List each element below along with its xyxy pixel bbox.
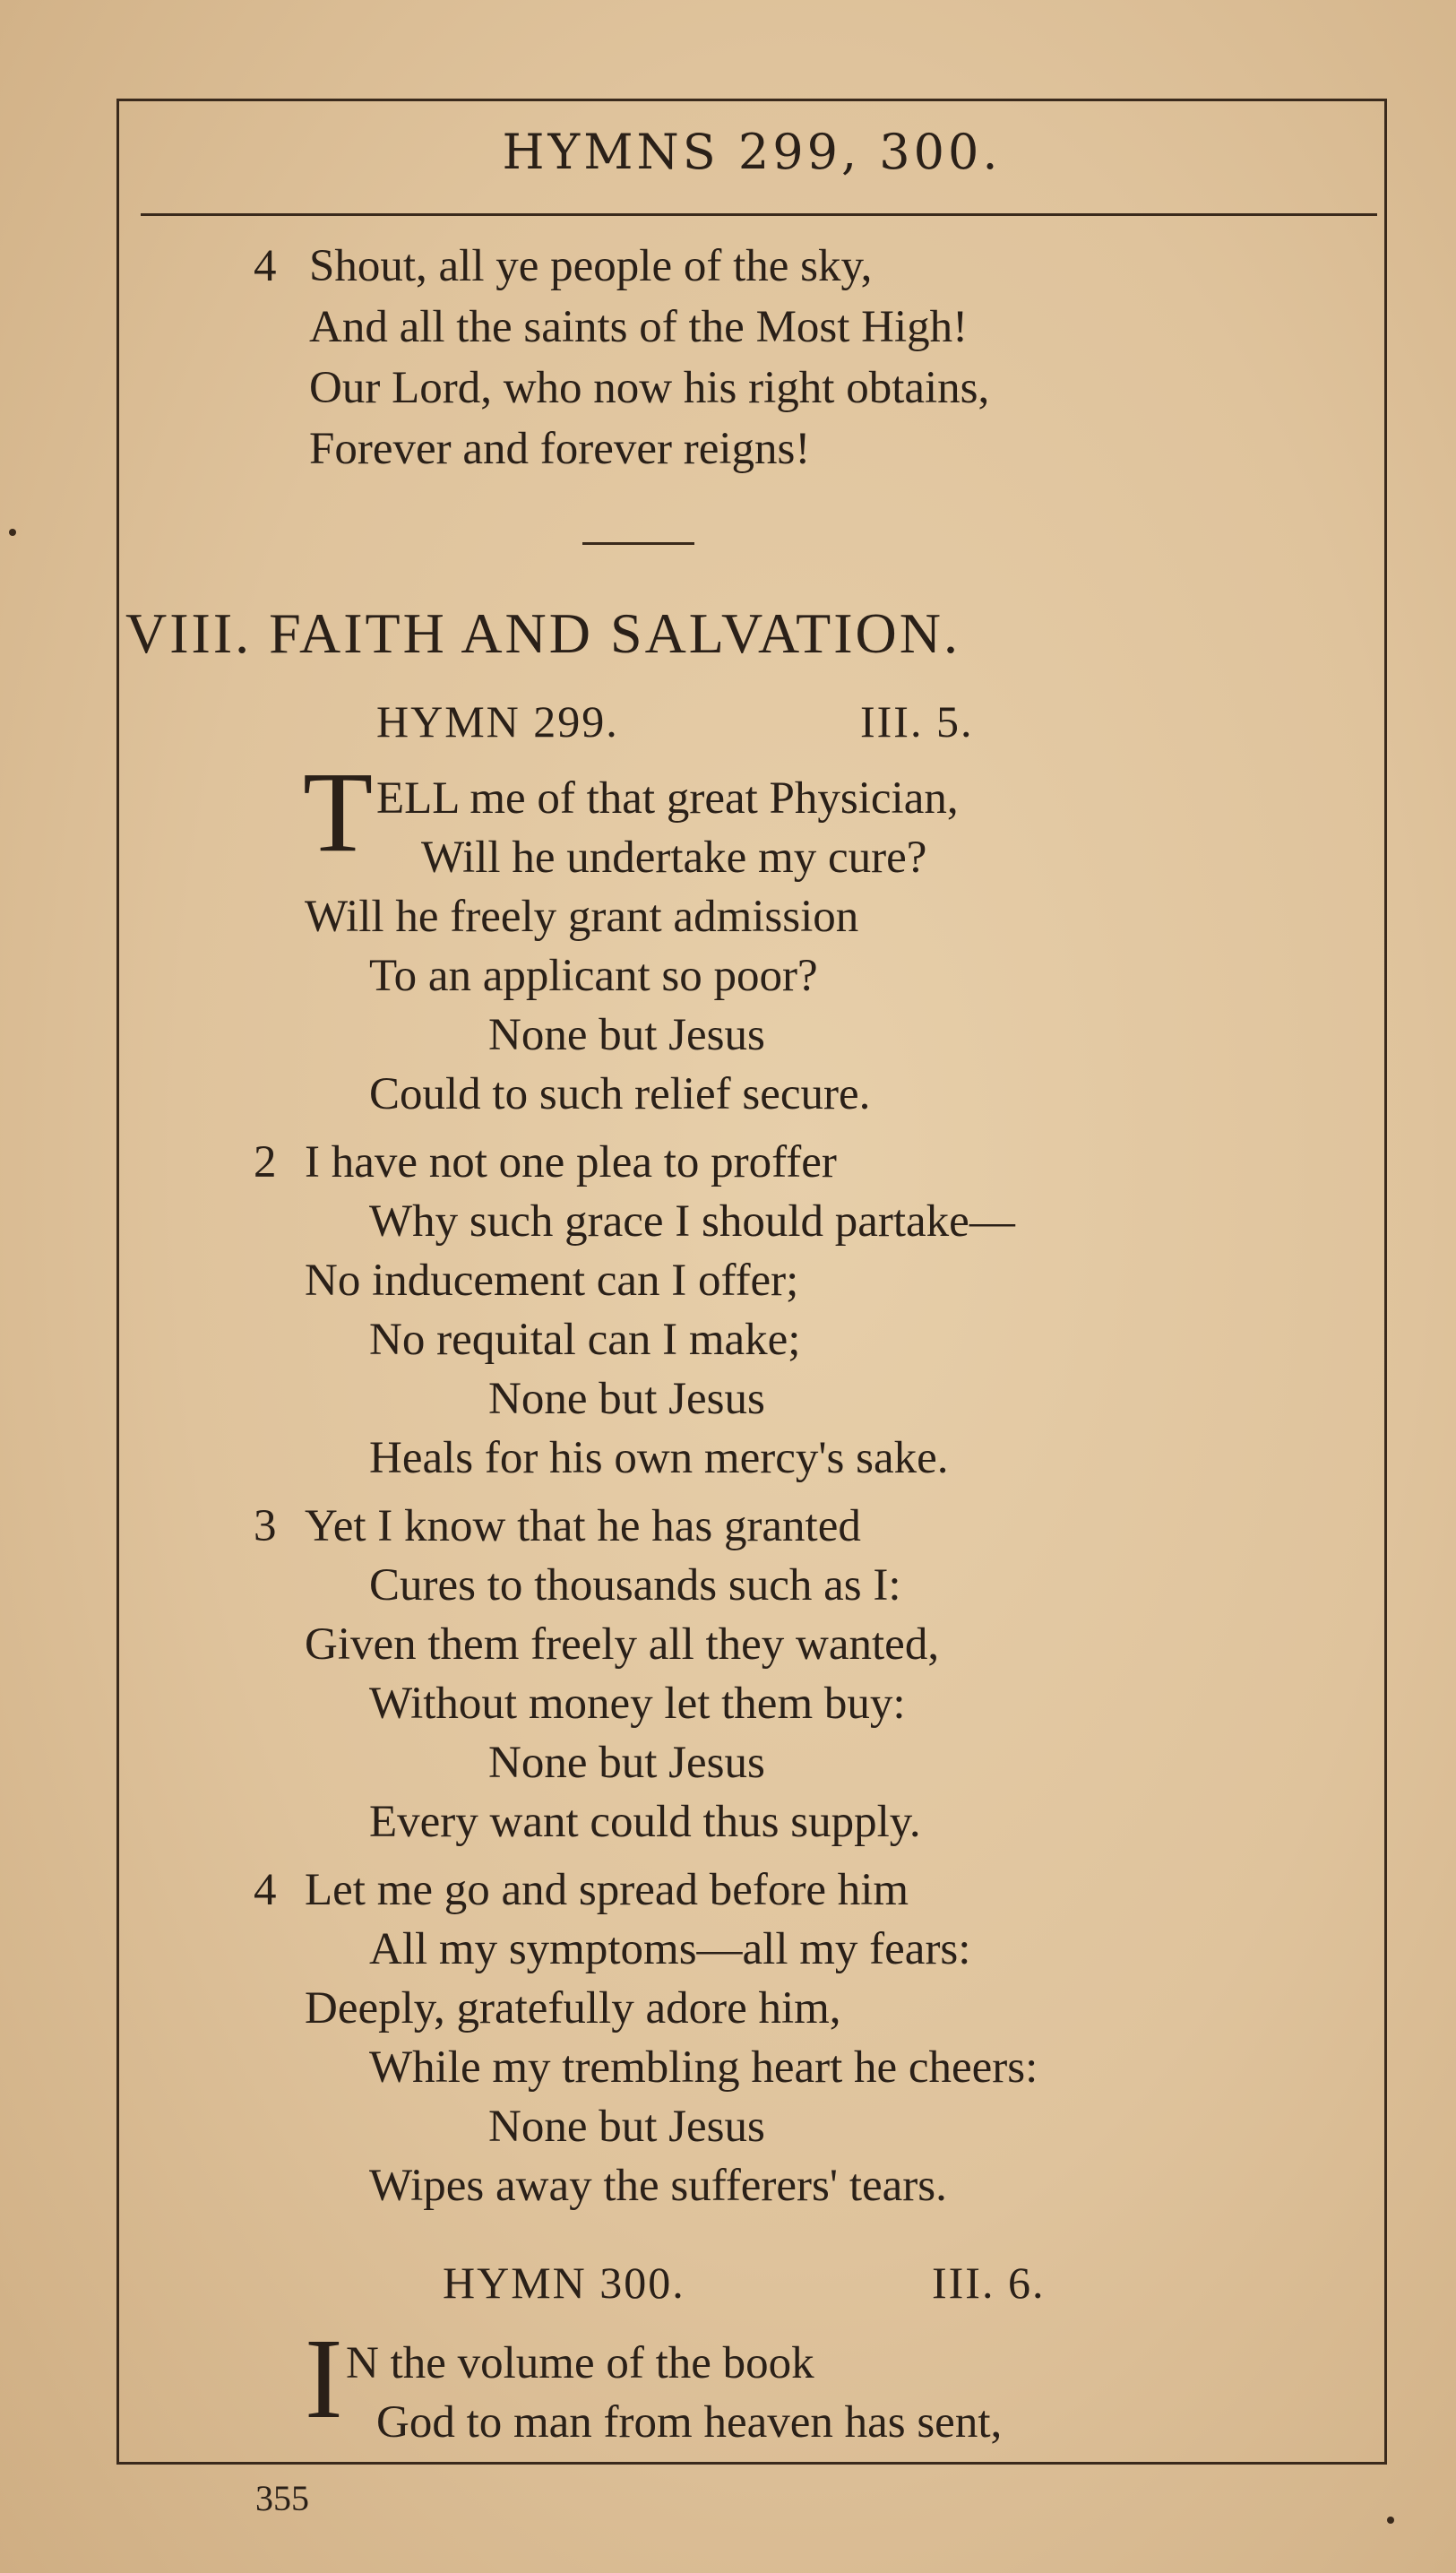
verse-line: Let me go and spread before him — [305, 1865, 909, 1915]
verse-line: Given them freely all they wanted, — [305, 1619, 940, 1670]
drop-cap: I — [305, 2315, 343, 2442]
stanza-number: 4 — [254, 241, 277, 291]
verse-line: I have not one plea to proffer — [305, 1137, 837, 1187]
verse-line: Every want could thus supply. — [369, 1797, 921, 1847]
page-number: 355 — [255, 2478, 309, 2518]
verse-line: None but Jesus — [488, 1010, 765, 1060]
verse-line: God to man from heaven has sent, — [376, 2397, 1003, 2448]
verse-line: Shout, all ye people of the sky, — [309, 241, 873, 291]
verse-line: Our Lord, who now his right obtains, — [309, 363, 990, 413]
verse-line: Wipes away the sufferers' tears. — [369, 2161, 947, 2211]
verse-line: Heals for his own mercy's sake. — [369, 1433, 949, 1483]
section-title: VIII. FAITH AND SALVATION. — [125, 601, 961, 665]
verse-line: Yet I know that he has granted — [305, 1501, 861, 1551]
hymn-heading: HYMN 300. — [443, 2258, 685, 2308]
header-rule — [141, 213, 1377, 216]
verse-line: No requital can I make; — [369, 1315, 801, 1365]
stanza-number: 3 — [254, 1501, 277, 1551]
verse-line: ELL me of that great Physician, — [376, 773, 959, 824]
stanza-number: 4 — [254, 1865, 277, 1915]
verse-line: Could to such relief secure. — [369, 1069, 871, 1119]
verse-line: Will he freely grant admission — [305, 892, 859, 942]
verse-line: None but Jesus — [488, 1738, 765, 1788]
hymn-meter: III. 5. — [860, 696, 974, 747]
verse-line: All my symptoms—all my fears: — [369, 1924, 971, 1974]
verse-line: Cures to thousands such as I: — [369, 1560, 901, 1610]
verse-line: To an applicant so poor? — [369, 951, 818, 1001]
verse-line: While my trembling heart he cheers: — [369, 2042, 1038, 2093]
hymn-meter: III. 6. — [932, 2258, 1046, 2308]
running-header: HYMNS 299, 300. — [502, 124, 1002, 180]
section-divider — [582, 542, 694, 545]
hymn-heading: HYMN 299. — [376, 696, 619, 747]
verse-line: Deeply, gratefully adore him, — [305, 1983, 841, 2033]
verse-line: Why such grace I should partake— — [369, 1196, 1015, 1247]
verse-line: Without money let them buy: — [369, 1679, 906, 1729]
verse-line: Will he undertake my cure? — [421, 833, 927, 883]
page-speck — [9, 529, 16, 536]
verse-line: None but Jesus — [488, 2102, 765, 2152]
verse-line: No inducement can I offer; — [305, 1256, 799, 1306]
verse-line: Forever and forever reigns! — [309, 424, 811, 474]
drop-cap: T — [303, 748, 374, 876]
verse-line: N the volume of the book — [346, 2338, 814, 2388]
verse-line: None but Jesus — [488, 1374, 765, 1424]
verse-line: And all the saints of the Most High! — [309, 302, 969, 352]
stanza-number: 2 — [254, 1137, 277, 1187]
page-speck — [1387, 2517, 1394, 2524]
